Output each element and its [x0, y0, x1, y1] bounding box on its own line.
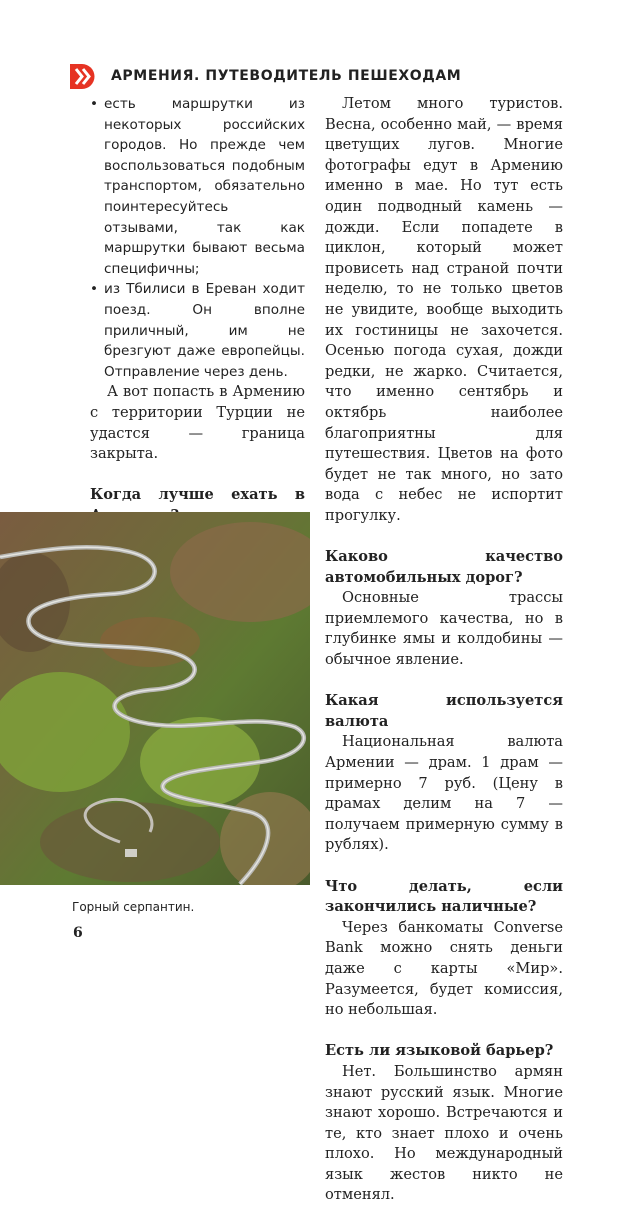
photo-caption: Горный серпантин.: [72, 900, 195, 914]
bullet-text: есть маршрутки из некоторых российских городов. Но прежде чем воспользоваться подобным транспортом, обязательно поинтересуйтесь отзывами, так как маршрутки бывают весьма специфичны;: [104, 96, 305, 277]
section-heading: Когда лучше ехать в: [90, 486, 305, 504]
running-header: [70, 63, 461, 89]
bullet-icon: •: [90, 96, 99, 112]
page-number: 6: [73, 925, 83, 941]
paragraph: Нет. Большинство армян знают русский язык. Многие знают хорошо. Встречаются и те, кто знает плохо и очень плохо. Но международный язык жестов никто не отменял.: [325, 1062, 563, 1204]
paragraph: Основные трассы приемлемого качества, но в глубинке ямы и колдобины — обычное явление.: [325, 589, 563, 669]
bullet-icon: •: [90, 281, 99, 298]
mountain-serpentine-photo: [0, 512, 310, 885]
paragraph: Национальная валюта Армении — драм. 1 драм — примерно 7 руб. (Цену в драмах делим на 7 — получаем примерную сумму в рублях).: [325, 733, 563, 854]
paragraph: А вот попасть в Армению с территории Турции не удастся — граница закрыта.: [90, 383, 305, 463]
bullet-item: [90, 279, 305, 382]
book-title: АРМЕНИЯ. ПУТЕВОДИТЕЛЬ ПЕШЕХОДАМ: [111, 68, 462, 84]
paragraph: Летом много туристов. Весна, особенно май, — время цветущих лугов. Многие фотографы едут в Армению именно в мае. Но тут есть один подводный камень — дожди. Если попадете в циклон, который может провисеть над страной почти неделю, то не только цветов не увидите, вообще выходить их гостиницы не захочется. Осенью погода сухая, дожди редки, не жарко. Считается, что именно сентябрь и октябрь наиболее благоприятны для путешествия. Цветов на фото будет не так много, но зато вода с небес не испортит прогулку.: [325, 95, 563, 524]
paragraph: Через банкоматы Converse Bank можно снять деньги даже с карты «Мир». Разумеется, будет комиссия, но небольшая.: [325, 918, 563, 1019]
section-heading: Что делать, если закончились наличные?: [325, 877, 563, 916]
bullet-item: [90, 94, 305, 279]
section-heading: Каково качество автомобильных дорог?: [325, 548, 563, 586]
right-column: [325, 94, 563, 1206]
bullet-text: из Тбилиси в Ереван ходит поезд. Он вполне приличный, им не брезгуют даже европейцы. Отправление через день.: [104, 281, 305, 380]
section-heading: Есть ли языковой барьер?: [325, 1042, 554, 1060]
double-chevron-icon: [70, 64, 95, 89]
section-heading: Какая используется валюта: [325, 692, 563, 730]
